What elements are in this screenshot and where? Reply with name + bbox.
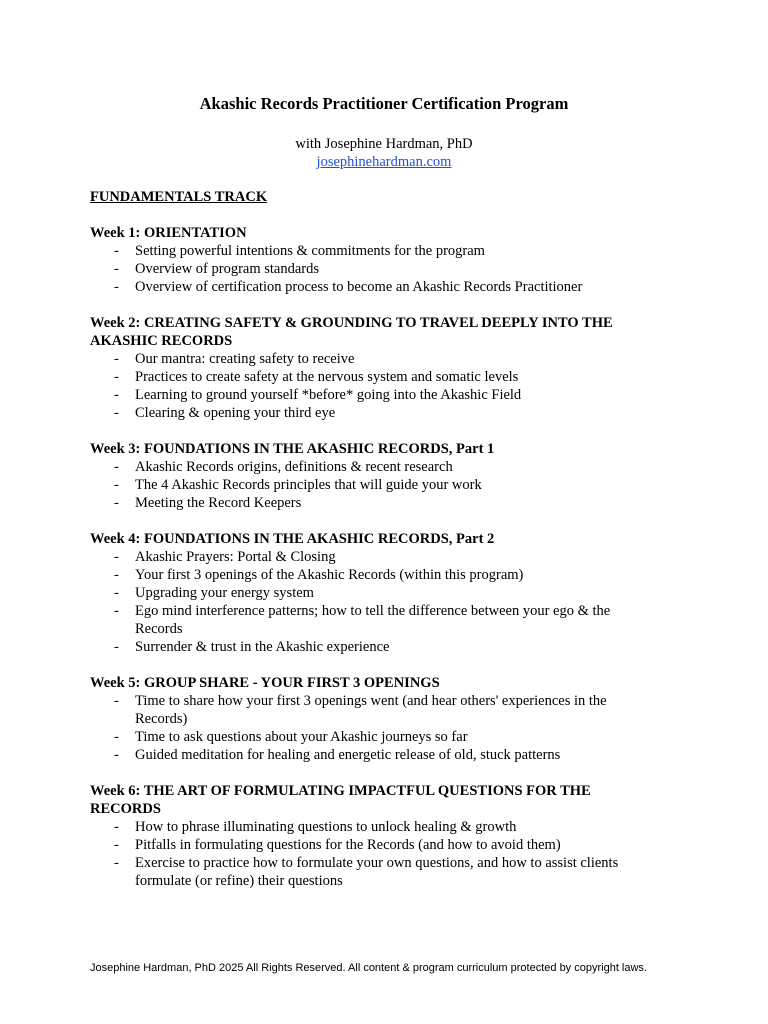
week-title: Week 2: CREATING SAFETY & GROUNDING TO TRAVEL DEEPLY INTO THE AKASHIC RECORDS	[90, 315, 613, 349]
week-section-6	[90, 782, 650, 890]
week-section-1	[90, 224, 650, 296]
list-item: - Practices to create safety at the nervous system and somatic levels	[90, 368, 650, 386]
list-item: - Pitfalls in formulating questions for the Records (and how to avoid them)	[90, 836, 650, 854]
copyright-footer: Josephine Hardman, PhD 2025 All Rights Reserved. All content & program curriculum protected by copyright laws.	[90, 962, 647, 974]
list-item: - How to phrase illuminating questions to unlock healing & growth	[90, 818, 650, 836]
week-section-2	[90, 314, 650, 422]
track-heading: FUNDAMENTALS TRACK	[90, 189, 268, 205]
list-item: - Setting powerful intentions & commitments for the program	[90, 242, 650, 260]
list-item: - Guided meditation for healing and energetic release of old, stuck patterns	[90, 746, 650, 764]
document-title: Akashic Records Practitioner Certification Program	[199, 94, 569, 113]
week-section-3	[90, 440, 650, 512]
list-item: - Clearing & opening your third eye	[90, 404, 650, 422]
week-items	[90, 818, 650, 890]
list-item: - Overview of program standards	[90, 260, 650, 278]
list-item: - Akashic Records origins, definitions & recent research	[90, 458, 650, 476]
weeks-list	[90, 224, 650, 908]
list-item: - The 4 Akashic Records principles that will guide your work	[90, 476, 650, 494]
week-title: Week 4: FOUNDATIONS IN THE AKASHIC RECORDS, Part 2	[90, 531, 495, 547]
week-items	[90, 458, 650, 512]
week-items	[90, 242, 650, 296]
list-item: - Our mantra: creating safety to receive	[90, 350, 650, 368]
week-title: Week 6: THE ART OF FORMULATING IMPACTFUL QUESTIONS FOR THE RECORDS	[90, 783, 591, 817]
list-item: - Time to share how your first 3 openings went (and hear others' experiences in the Records)	[90, 692, 650, 728]
week-title: Week 1: ORIENTATION	[90, 225, 247, 241]
week-items	[90, 692, 650, 764]
week-section-4	[90, 530, 650, 656]
list-item: - Your first 3 openings of the Akashic Records (within this program)	[90, 566, 650, 584]
list-item: - Learning to ground yourself *before* going into the Akashic Field	[90, 386, 650, 404]
list-item: - Ego mind interference patterns; how to tell the difference between your ego & the Records	[90, 602, 650, 638]
week-title: Week 5: GROUP SHARE - YOUR FIRST 3 OPENINGS	[90, 675, 440, 691]
list-item: - Upgrading your energy system	[90, 584, 650, 602]
list-item: - Meeting the Record Keepers	[90, 494, 650, 512]
website-link-line	[0, 153, 768, 171]
list-item: - Akashic Prayers: Portal & Closing	[90, 548, 650, 566]
list-item: - Time to ask questions about your Akashic journeys so far	[90, 728, 650, 746]
list-item: - Overview of certification process to become an Akashic Records Practitioner	[90, 278, 650, 296]
week-items	[90, 548, 650, 656]
week-title: Week 3: FOUNDATIONS IN THE AKASHIC RECORDS, Part 1	[90, 441, 495, 457]
week-section-5	[90, 674, 650, 764]
author-byline: with Josephine Hardman, PhD	[295, 136, 473, 152]
list-item: - Exercise to practice how to formulate your own questions, and how to assist clients formulate (or refine) their questions	[90, 854, 650, 890]
website-link[interactable]: josephinehardman.com	[316, 154, 452, 170]
week-items	[90, 350, 650, 422]
list-item: - Surrender & trust in the Akashic experience	[90, 638, 650, 656]
